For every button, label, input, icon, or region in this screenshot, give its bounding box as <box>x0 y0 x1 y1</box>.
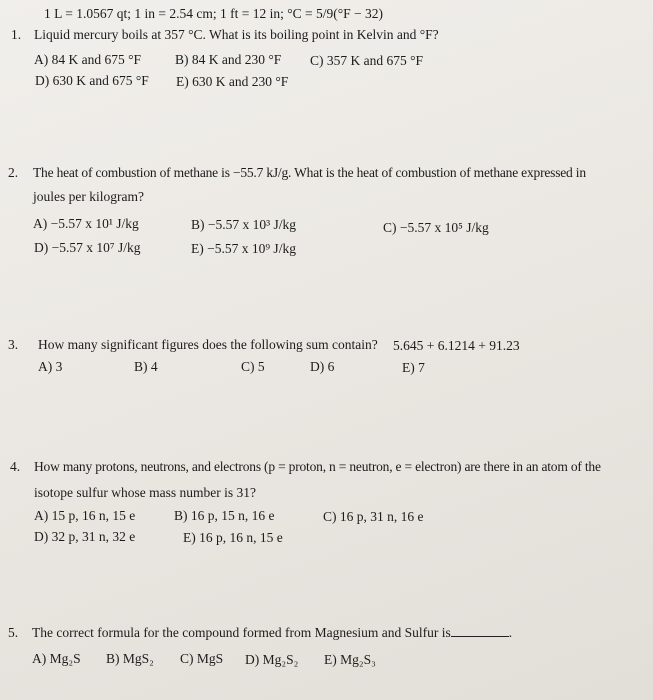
q3-stem: How many significant figures does the following sum contain? <box>38 337 378 352</box>
q3-option-d: D) 6 <box>310 359 335 374</box>
q3-option-e: E) 7 <box>402 360 425 375</box>
q2-option-c: C) −5.57 x 10⁵ J/kg <box>383 220 489 235</box>
q1-option-d: D) 630 K and 675 °F <box>35 73 149 88</box>
q1-option-c: C) 357 K and 675 °F <box>310 53 424 68</box>
q4-stem-line1: How many protons, neutrons, and electrons (p = proton, n = neutron, e = electron) are there in an atom of the <box>34 459 601 474</box>
q3-expression: 5.645 + 6.1214 + 91.23 <box>393 338 520 353</box>
q2-option-d: D) −5.57 x 10⁷ J/kg <box>34 240 141 255</box>
q3-option-c: C) 5 <box>241 359 265 374</box>
q5-trailing-period: . <box>508 625 513 640</box>
q4-option-c: C) 16 p, 31 n, 16 e <box>323 509 424 524</box>
q4-option-b: B) 16 p, 15 n, 16 e <box>174 508 275 523</box>
q4-option-e: E) 16 p, 16 n, 15 e <box>183 530 283 545</box>
q2-option-b: B) −5.57 x 10³ J/kg <box>191 217 297 232</box>
q4-option-d: D) 32 p, 31 n, 32 e <box>34 529 136 544</box>
q2-stem-line2: joules per kilogram? <box>33 189 144 204</box>
q5-option-d: D) Mg₂S₂ <box>245 652 299 667</box>
q4-number: 4. <box>10 459 21 474</box>
q5-option-a: A) Mg₂S <box>32 651 81 666</box>
q1-option-e: E) 630 K and 230 °F <box>176 74 289 89</box>
q2-number: 2. <box>8 165 19 180</box>
q1-option-b: B) 84 K and 230 °F <box>175 52 282 67</box>
q5-stem <box>32 626 512 640</box>
q5-stem-text: The correct formula for the compound formed from Magnesium and Sulfur is <box>32 625 451 640</box>
q1-option-a: A) 84 K and 675 °F <box>34 52 142 67</box>
q5-number: 5. <box>8 625 19 640</box>
q5-option-c: C) MgS <box>180 651 224 666</box>
answer-blank <box>451 626 509 637</box>
q1-stem: Liquid mercury boils at 357 °C. What is its boiling point in Kelvin and °F? <box>34 27 439 42</box>
conversion-factors: 1 L = 1.0567 qt; 1 in = 2.54 cm; 1 ft = 12 in; °C = 5/9(°F − 32) <box>44 6 383 21</box>
q3-option-b: B) 4 <box>134 359 158 374</box>
q2-option-e: E) −5.57 x 10⁹ J/kg <box>191 241 296 256</box>
q2-option-a: A) −5.57 x 10¹ J/kg <box>33 216 139 231</box>
q4-option-a: A) 15 p, 16 n, 15 e <box>34 508 136 523</box>
q1-number: 1. <box>11 27 22 42</box>
q3-number: 3. <box>8 337 19 352</box>
q5-option-b: B) MgS₂ <box>106 651 154 666</box>
q5-option-e: E) Mg₂S₃ <box>324 652 376 667</box>
q4-stem-line2: isotope sulfur whose mass number is 31? <box>34 485 256 500</box>
q3-option-a: A) 3 <box>38 359 63 374</box>
q2-stem-line1: The heat of combustion of methane is −55.7 kJ/g. What is the heat of combustion of methane expressed in <box>33 165 586 180</box>
